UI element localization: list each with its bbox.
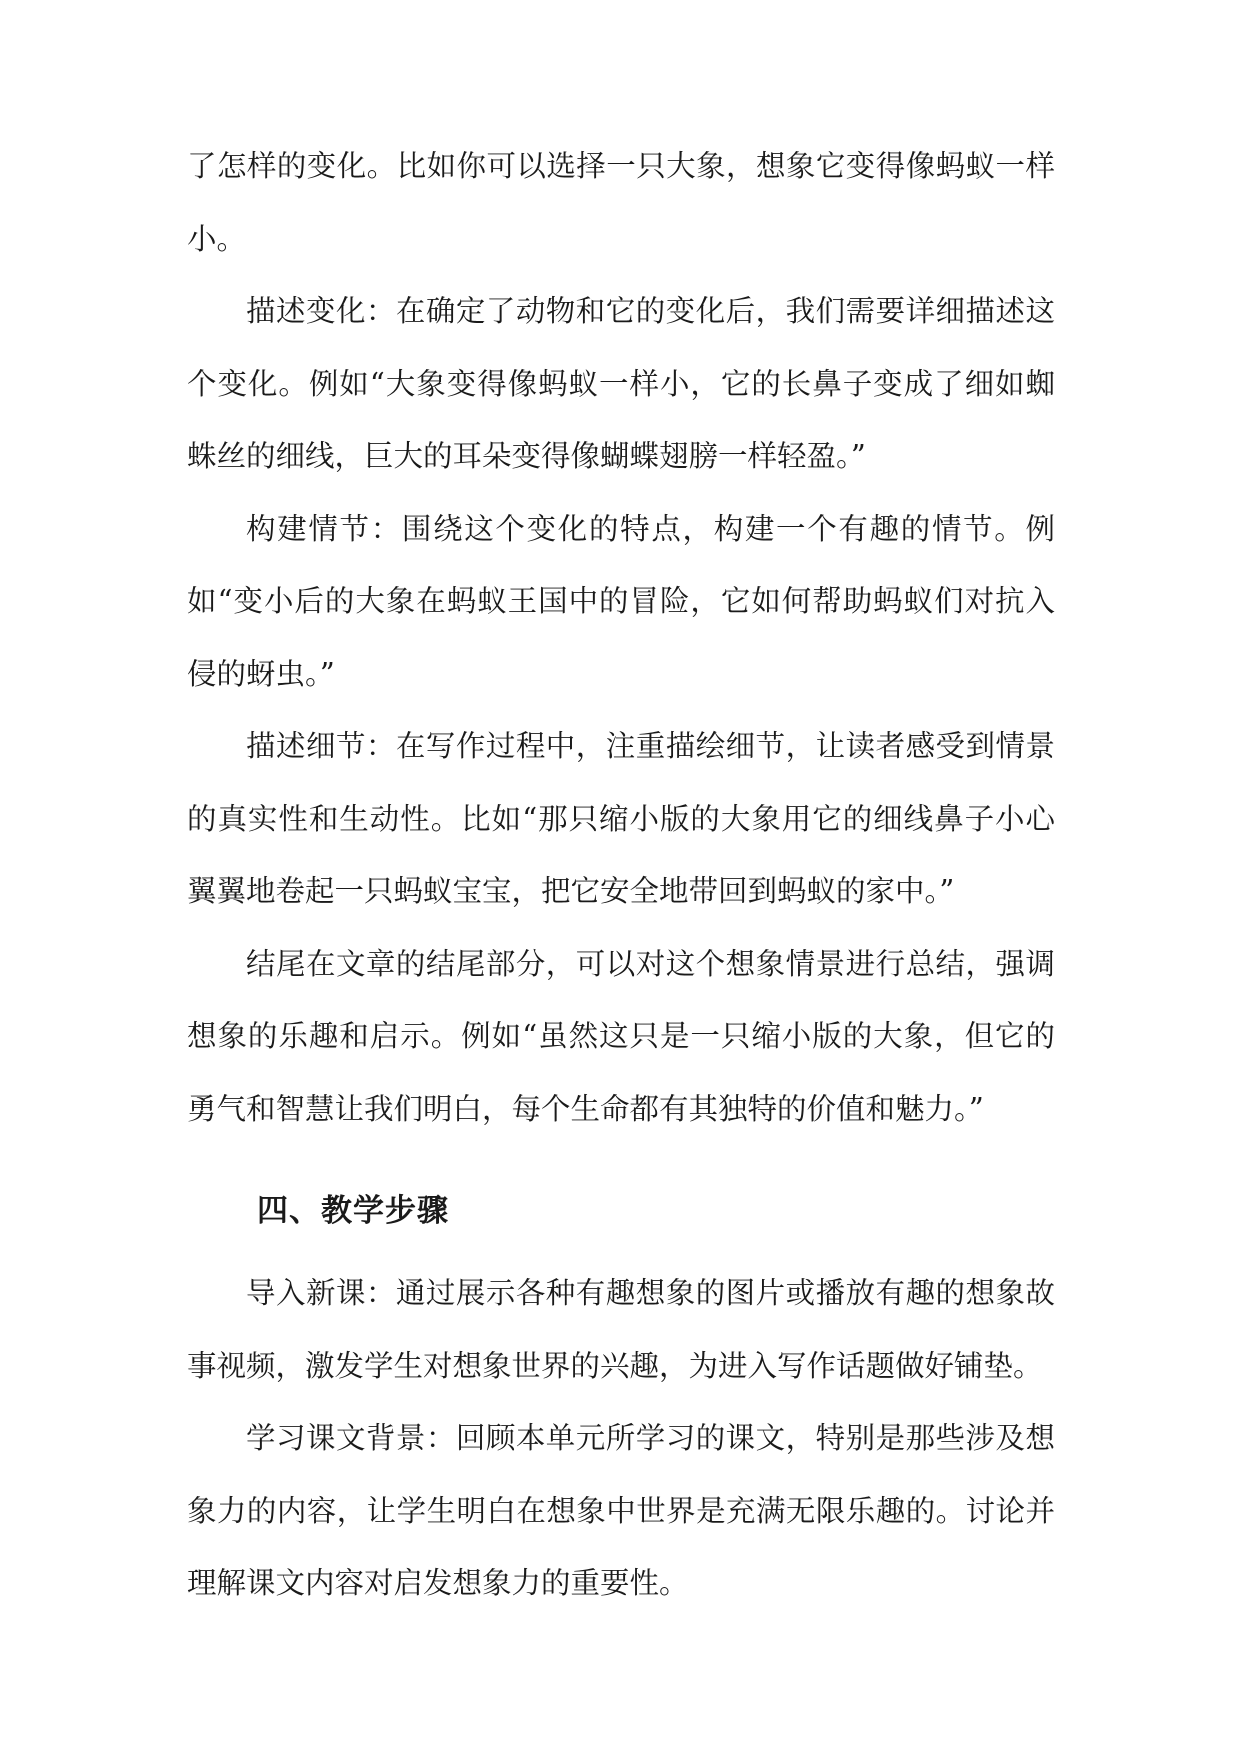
paragraph-study-background: 学习课文背景：回顾本单元所学习的课文，特别是那些涉及想象力的内容，让学生明白在想象中世界是充满无限乐趣的。讨论并理解课文内容对启发想象力的重要性。: [187, 1421, 1055, 1600]
paragraph-ending: 结尾在文章的结尾部分，可以对这个想象情景进行总结，强调想象的乐趣和启示。例如“虽然这只是一只缩小版的大象，但它的勇气和智慧让我们明白，每个生命都有其独特的价值和魅力。”: [187, 946, 1055, 1126]
document-page: [187, 130, 1055, 1620]
section-heading-teaching-steps: 四、教学步骤: [257, 1193, 449, 1229]
paragraph-describe-change: 描述变化：在确定了动物和它的变化后，我们需要详细描述这个变化。例如“大象变得像蚂蚁一样小，它的长鼻子变成了细如蜘蛛丝的细线，巨大的耳朵变得像蝴蝶翅膀一样轻盈。”: [187, 294, 1055, 473]
paragraph-describe-details: 描述细节：在写作过程中，注重描绘细节，让读者感受到情景的真实性和生动性。比如“那只缩小版的大象用它的细线鼻子小心翼翼地卷起一只蚂蚁宝宝，把它安全地带回到蚂蚁的家中。”: [187, 729, 1055, 908]
paragraph-introduce-lesson: 导入新课：通过展示各种有趣想象的图片或播放有趣的想象故事视频，激发学生对想象世界的兴趣，为进入写作话题做好铺垫。: [187, 1276, 1055, 1383]
paragraph-build-plot: 构建情节：围绕这个变化的特点，构建一个有趣的情节。例如“变小后的大象在蚂蚁王国中的冒险，它如何帮助蚂蚁们对抗入侵的蚜虫。”: [187, 511, 1055, 691]
continued-paragraph: 了怎样的变化。比如你可以选择一只大象，想象它变得像蚂蚁一样小。: [187, 149, 1055, 256]
